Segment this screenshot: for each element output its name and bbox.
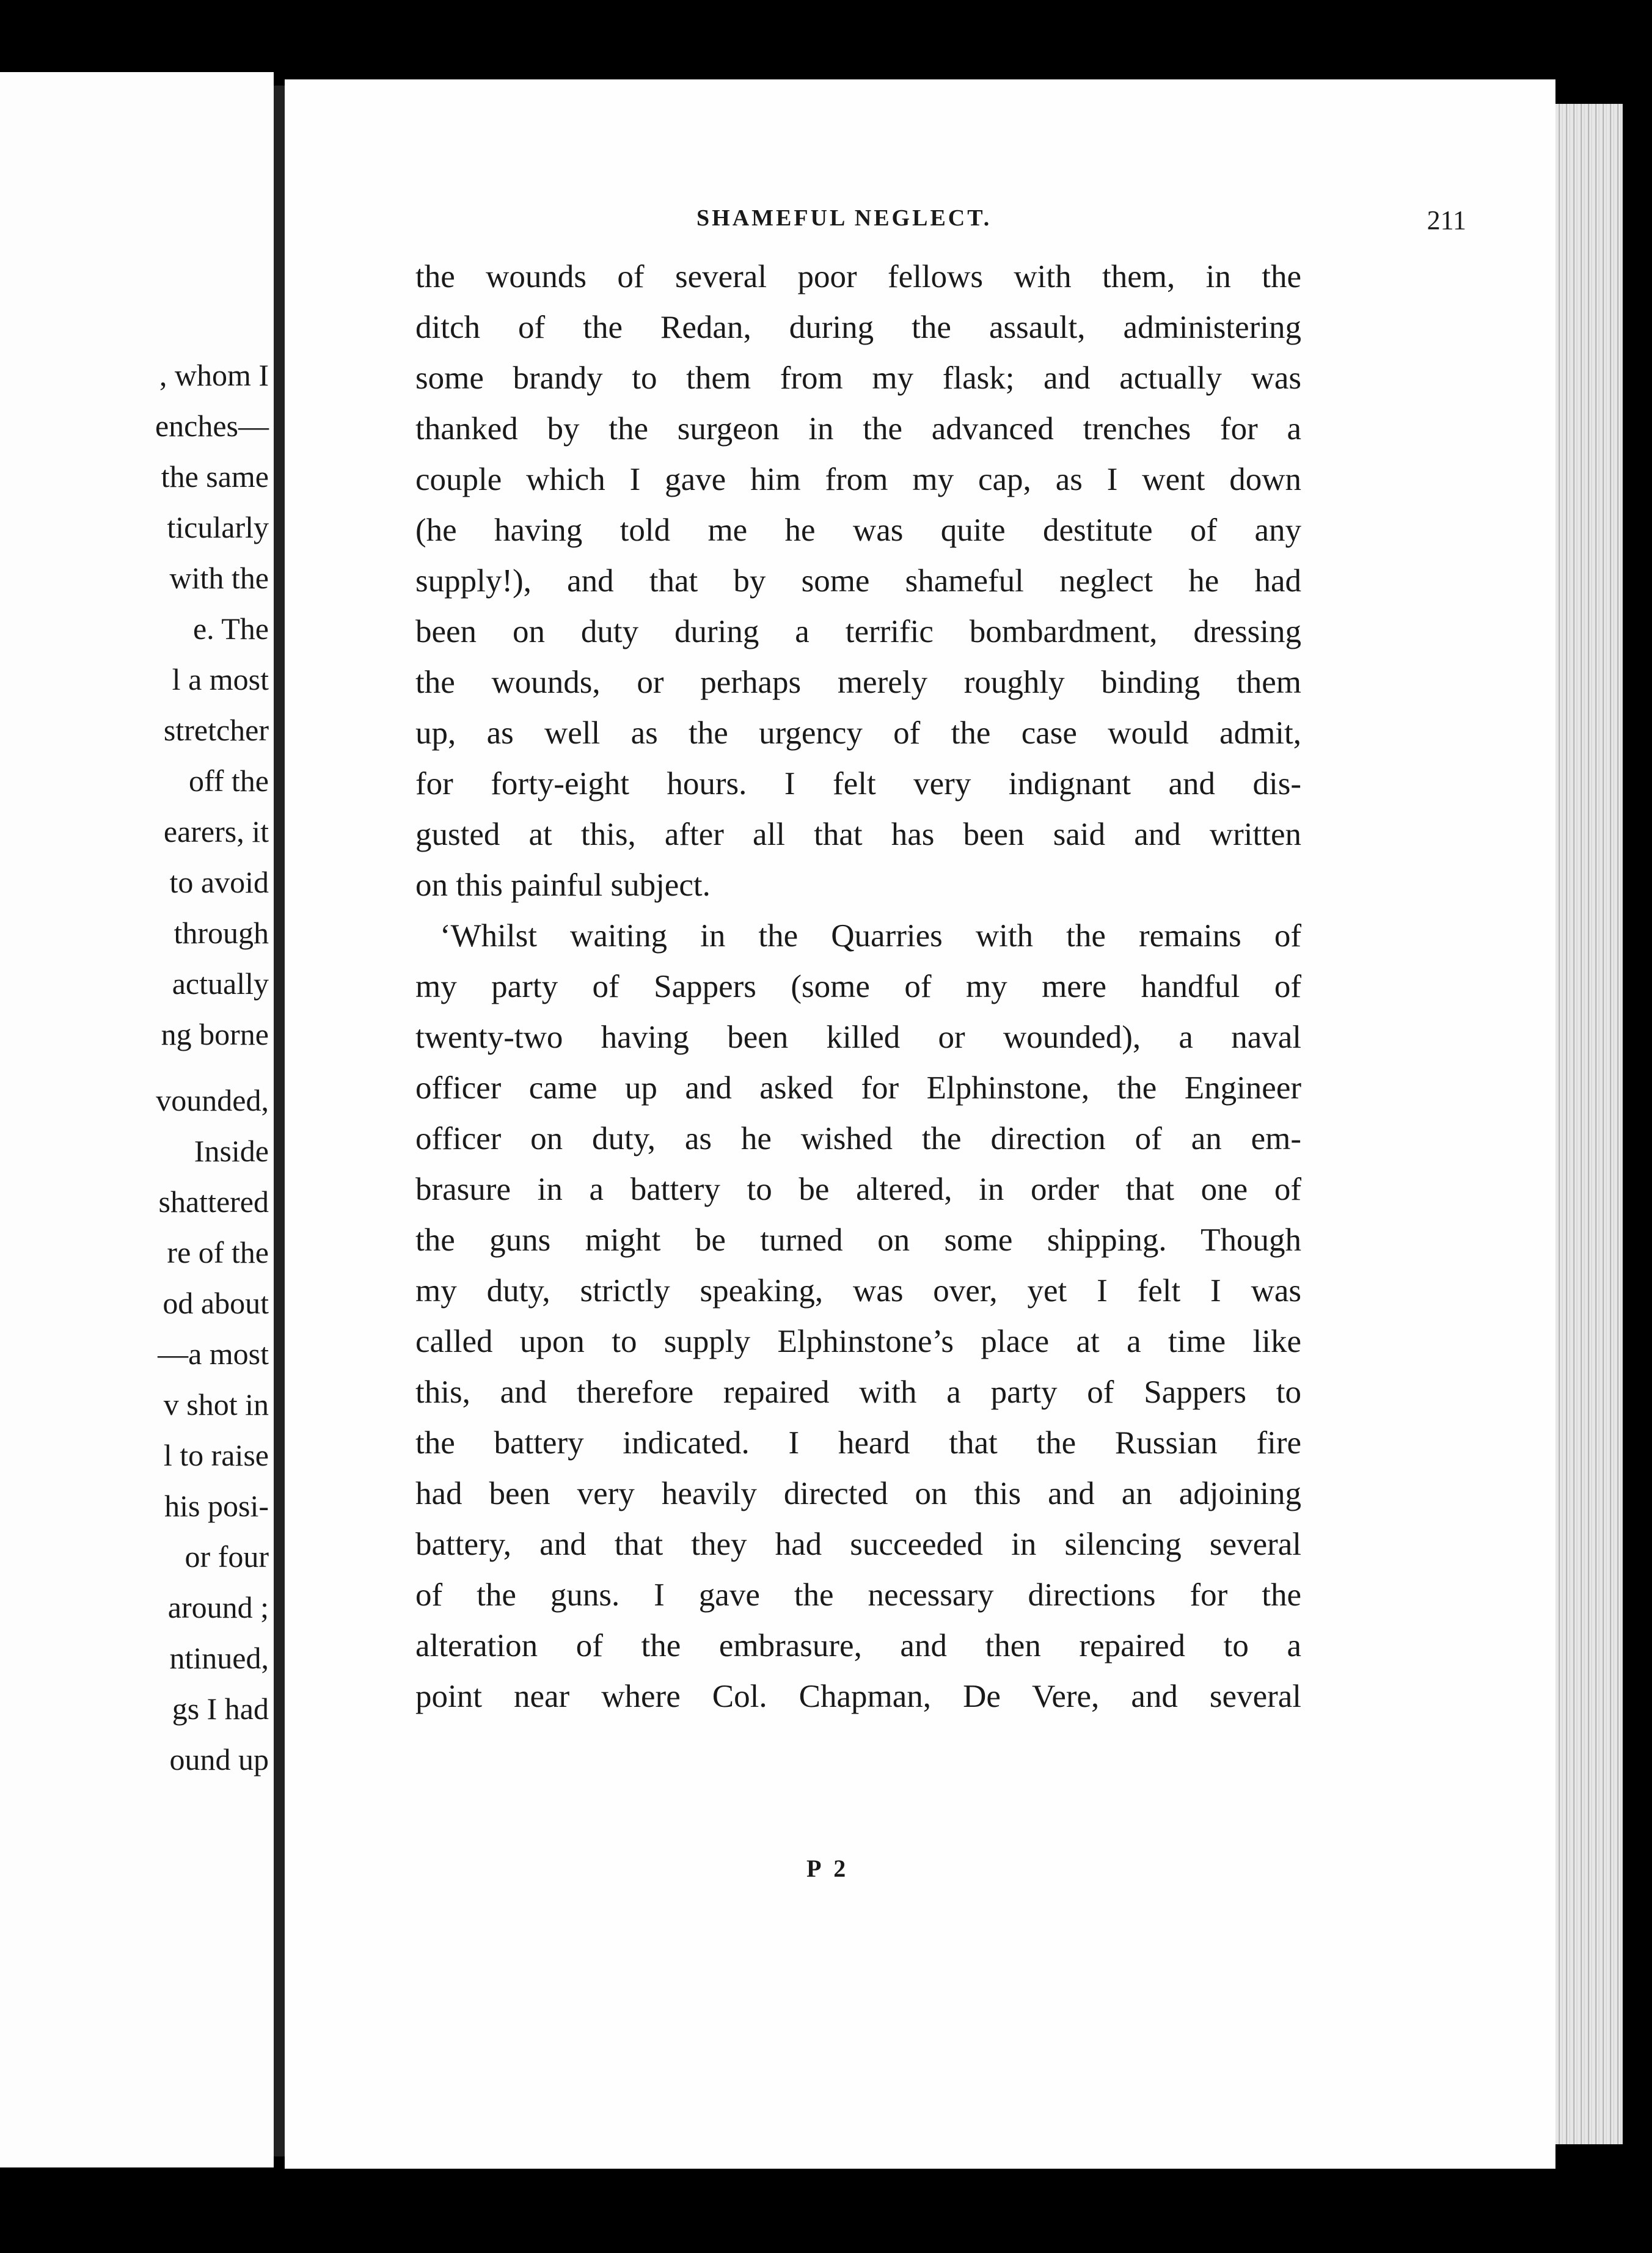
text-line: couple which I gave him from my cap, as I went down bbox=[415, 462, 1301, 497]
left-line: his posi- bbox=[164, 1489, 269, 1523]
text-line: alteration of the embrasure, and then repaired to a bbox=[415, 1628, 1301, 1663]
running-head-title: SHAMEFUL NEGLECT. bbox=[696, 205, 992, 231]
left-line: through bbox=[174, 916, 269, 950]
text-line: (he having told me he was quite destitute of any bbox=[415, 513, 1301, 548]
text-line: my party of Sappers (some of my mere handful of bbox=[415, 969, 1301, 1004]
text-line: this, and therefore repaired with a party of Sappers to bbox=[415, 1375, 1301, 1410]
left-line: vounded, bbox=[156, 1083, 269, 1117]
text-line: point near where Col. Chapman, De Vere, and several bbox=[415, 1679, 1301, 1714]
left-line: actually bbox=[172, 966, 269, 1001]
text-line: some brandy to them from my flask; and actually was bbox=[415, 360, 1301, 396]
left-line: the same bbox=[161, 459, 269, 494]
text-line: had been very heavily directed on this and an adjoining bbox=[415, 1476, 1301, 1511]
left-line: gs I had bbox=[172, 1692, 269, 1726]
text-line: ‘Whilst waiting in the Quarries with the remains of bbox=[440, 918, 1301, 954]
left-line: Inside bbox=[194, 1134, 269, 1168]
text-line: my duty, strictly speaking, was over, yet I felt I was bbox=[415, 1273, 1301, 1309]
signature-mark: P 2 bbox=[806, 1855, 850, 1882]
text-line: the wounds, or perhaps merely roughly binding them bbox=[415, 665, 1301, 700]
left-line: , whom I bbox=[159, 358, 269, 392]
left-line: earers, it bbox=[163, 814, 269, 849]
left-line: ticularly bbox=[167, 510, 269, 544]
body-text bbox=[415, 252, 1301, 1722]
text-line: supply!), and that by some shameful neglect he had bbox=[415, 563, 1301, 599]
text-line: the guns might be turned on some shipping. Though bbox=[415, 1222, 1301, 1258]
text-line: the wounds of several poor fellows with them, in the bbox=[415, 259, 1301, 294]
left-line: to avoid bbox=[169, 865, 269, 899]
left-line: or four bbox=[185, 1539, 269, 1574]
text-line: been on duty during a terrific bombardment, dressing bbox=[415, 614, 1301, 649]
left-line: l a most bbox=[172, 662, 269, 696]
text-line: for forty-eight hours. I felt very indignant and dis- bbox=[415, 766, 1301, 802]
book-gutter bbox=[274, 86, 285, 2156]
text-line: twenty-two having been killed or wounded), a naval bbox=[415, 1020, 1301, 1055]
left-line: enches— bbox=[155, 409, 269, 443]
left-line: —a most bbox=[158, 1337, 269, 1371]
left-page bbox=[0, 72, 274, 2167]
left-page-text bbox=[0, 350, 269, 1785]
text-line: gusted at this, after all that has been said and written bbox=[415, 817, 1301, 852]
text-line: battery, and that they had succeeded in silencing several bbox=[415, 1527, 1301, 1562]
text-line: thanked by the surgeon in the advanced trenches for a bbox=[415, 411, 1301, 447]
text-line: officer came up and asked for Elphinstone, the Engineer bbox=[415, 1070, 1301, 1106]
left-line: around ; bbox=[167, 1590, 269, 1624]
text-line: ditch of the Redan, during the assault, administering bbox=[415, 310, 1301, 345]
left-line: shattered bbox=[158, 1185, 269, 1219]
left-line: re of the bbox=[167, 1235, 269, 1269]
text-line: the battery indicated. I heard that the Russian fire bbox=[415, 1425, 1301, 1461]
left-line: ntinued, bbox=[169, 1641, 269, 1675]
text-line: up, as well as the urgency of the case would admit, bbox=[415, 715, 1301, 751]
left-line: od about bbox=[163, 1286, 269, 1320]
left-line: with the bbox=[169, 561, 269, 595]
page-edges bbox=[1555, 104, 1623, 2144]
left-line: e. The bbox=[192, 612, 269, 646]
running-head bbox=[428, 205, 1466, 247]
text-line: of the guns. I gave the necessary directions for the bbox=[415, 1577, 1301, 1613]
page-number: 211 bbox=[1427, 205, 1466, 235]
text-line: brasure in a battery to be altered, in order that one of bbox=[415, 1172, 1301, 1207]
left-line: stretcher bbox=[163, 713, 269, 747]
left-line: off the bbox=[189, 764, 269, 798]
left-line: v shot in bbox=[163, 1387, 269, 1422]
left-line: l to raise bbox=[163, 1438, 269, 1472]
left-line: ng borne bbox=[161, 1017, 269, 1051]
left-line: ound up bbox=[169, 1742, 269, 1776]
text-line: on this painful subject. bbox=[415, 867, 711, 903]
text-line: called upon to supply Elphinstone’s place at a time like bbox=[415, 1324, 1301, 1359]
text-line: officer on duty, as he wished the direction of an em- bbox=[415, 1121, 1301, 1156]
